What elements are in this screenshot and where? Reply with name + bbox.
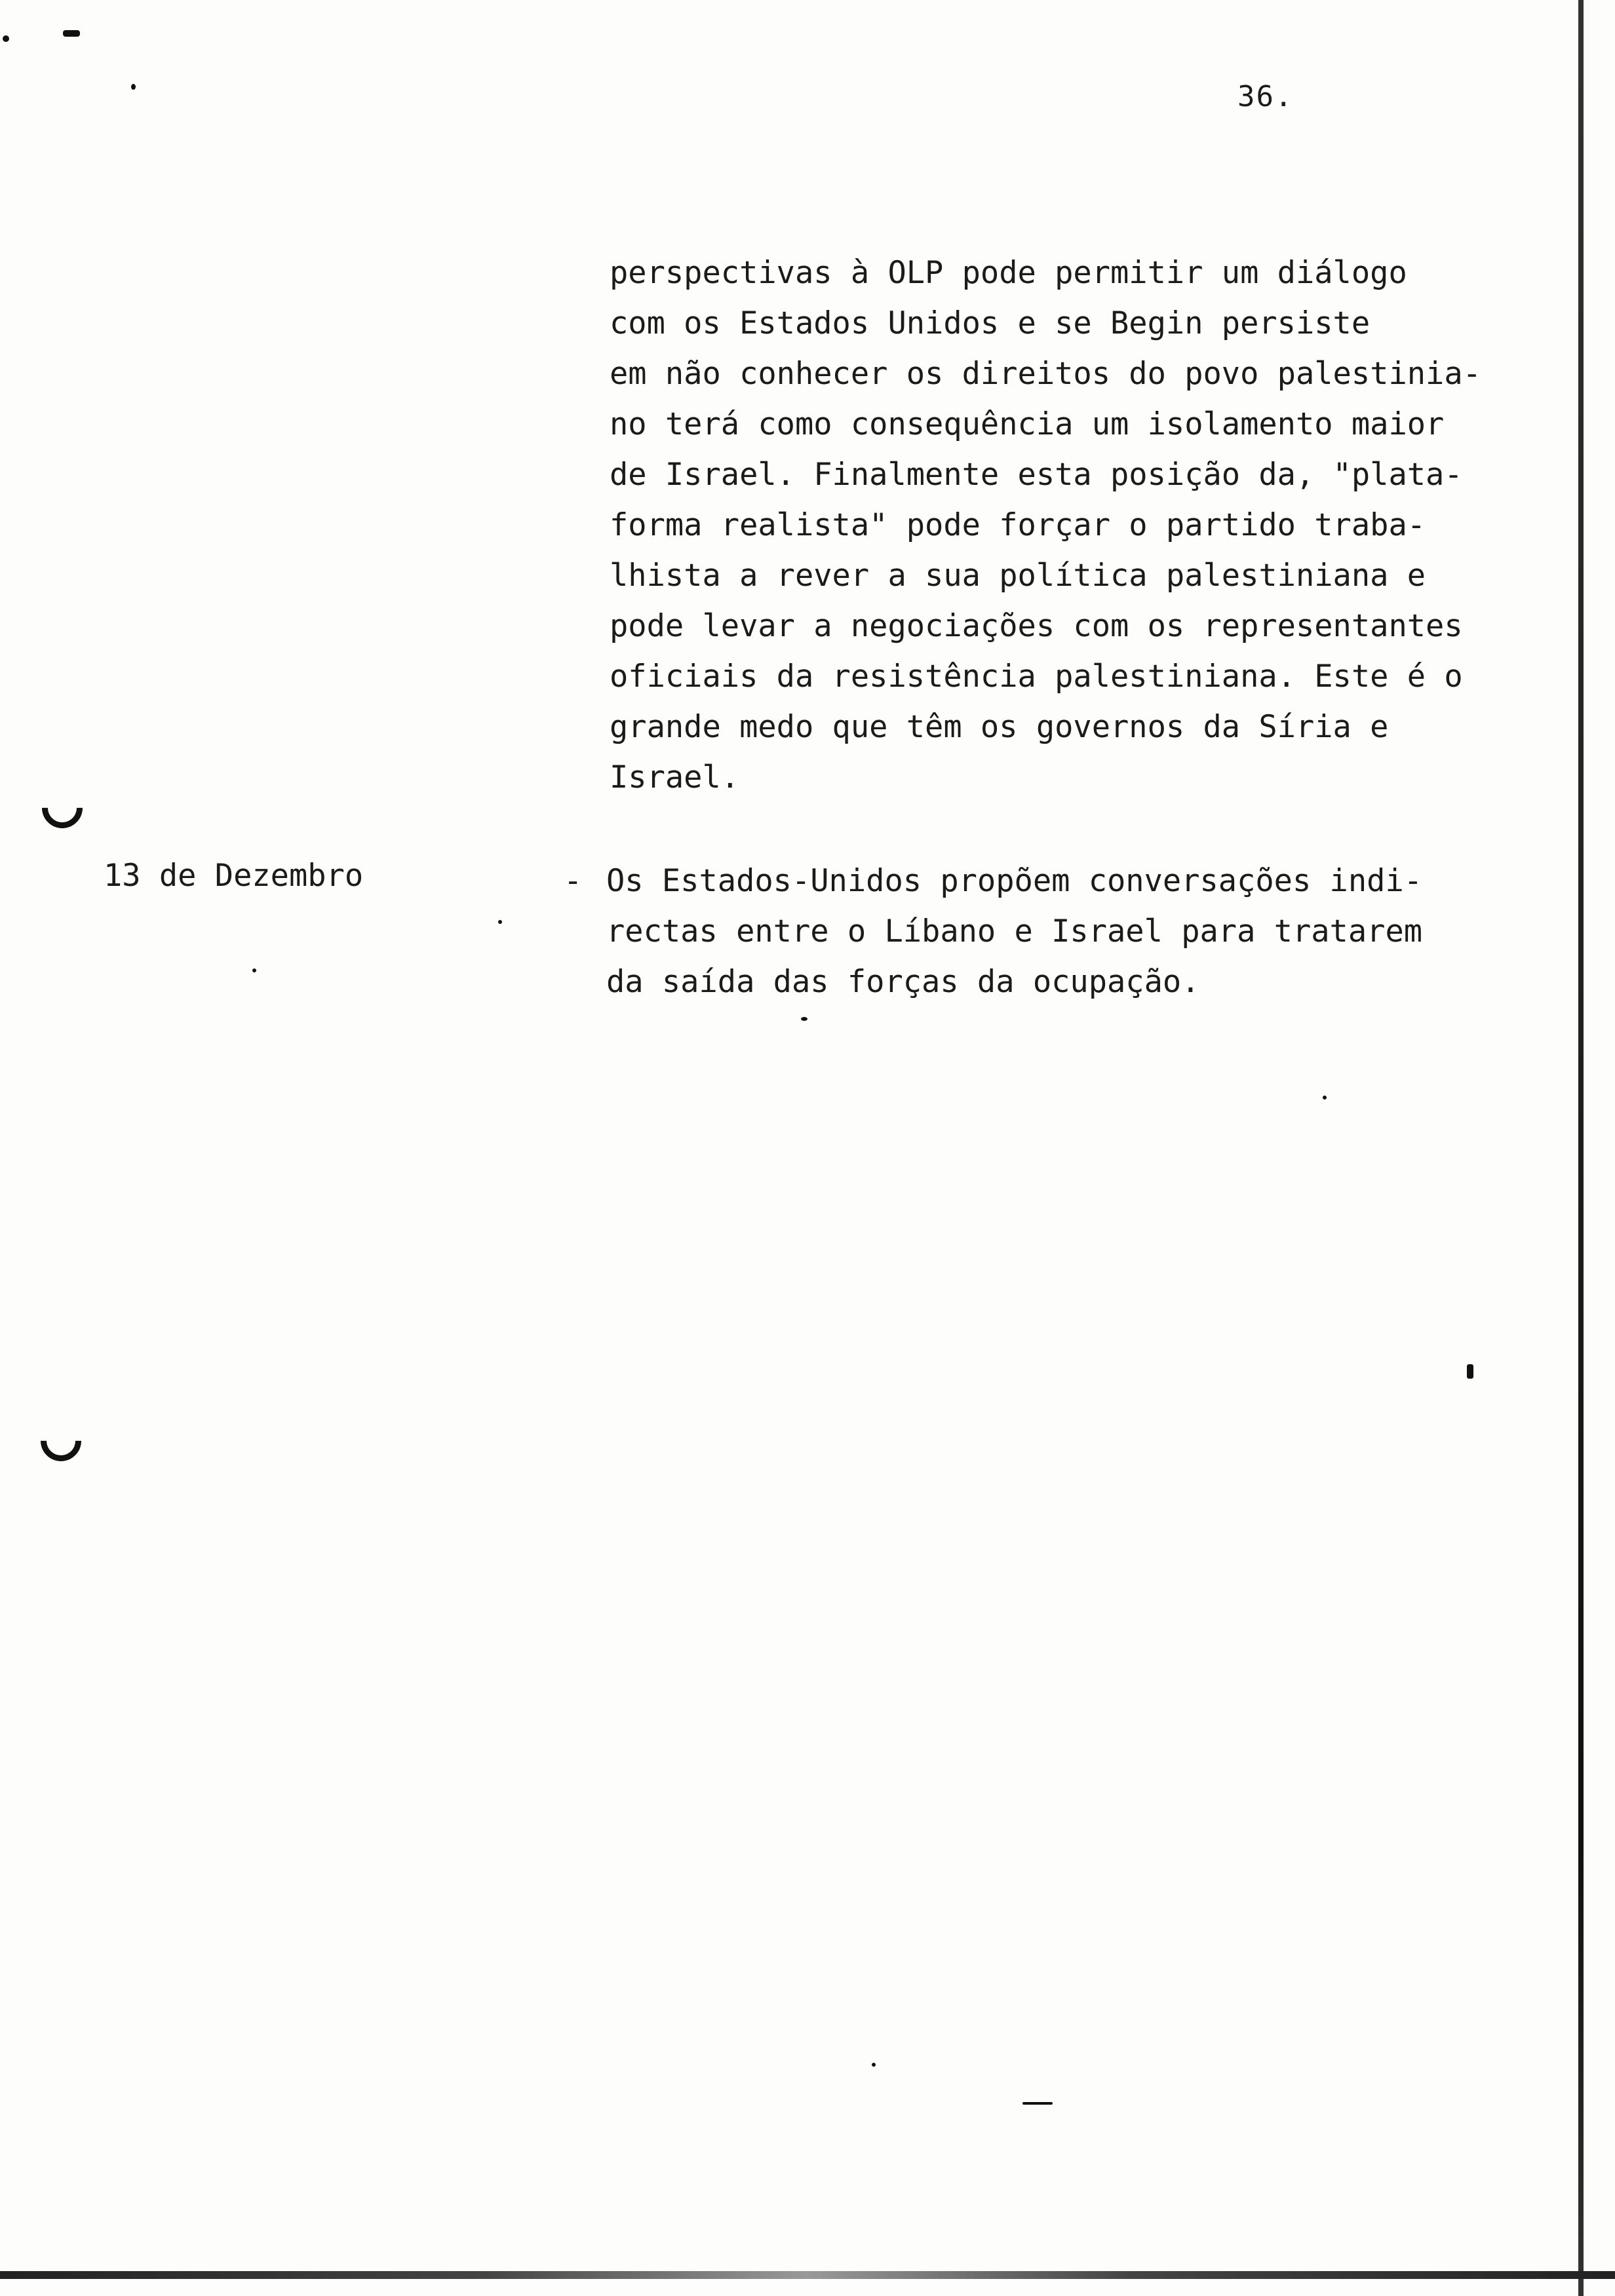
paragraph-line: com os Estados Unidos e se Begin persiste: [610, 305, 1371, 341]
page-number: 36.: [1237, 80, 1294, 113]
paragraph-line: lhista a rever a sua política palestiniana e: [610, 558, 1426, 594]
scan-speck: [63, 30, 80, 37]
entry-line: da saída das forças da ocupação.: [606, 964, 1200, 1000]
paragraph-line: perspectivas à OLP pode permitir um diálogo: [610, 255, 1407, 291]
scan-speck: [872, 2063, 876, 2067]
body-paragraph: [610, 248, 1553, 803]
paragraph-line: de Israel. Finalmente esta posição da, "plata-: [610, 457, 1463, 493]
scan-speck: [801, 1017, 808, 1021]
punch-hole-mark: [32, 1412, 90, 1470]
scan-bottom-edge: [0, 2271, 1615, 2279]
paragraph-line: em não conhecer os direitos do povo palestinia-: [610, 356, 1481, 392]
paragraph-line: Israel.: [610, 759, 740, 795]
paragraph-line: grande medo que têm os governos da Síria e: [610, 709, 1389, 745]
scan-speck: [498, 920, 502, 924]
scan-speck: [1323, 1096, 1327, 1100]
entry-line: rectas entre o Líbano e Israel para tratarem: [606, 913, 1423, 949]
entry-text: [606, 856, 1550, 1007]
paragraph-line: pode levar a negociações com os representantes: [610, 608, 1463, 644]
paragraph-line: oficiais da resistência palestiniana. Este é o: [610, 659, 1463, 695]
scan-speck: [1467, 1364, 1473, 1379]
paragraph-line: no terá como consequência um isolamento maior: [610, 406, 1445, 442]
scan-speck: [252, 968, 256, 972]
scan-speck: [1022, 2102, 1053, 2105]
scan-right-edge: [1578, 0, 1584, 2296]
entry-dash: -: [564, 863, 583, 899]
entry-line: Os Estados-Unidos propõem conversações indi-: [606, 863, 1423, 899]
scan-speck: [131, 84, 136, 90]
scan-speck: [3, 35, 9, 42]
punch-hole-mark: [33, 779, 91, 837]
paragraph-line: forma realista" pode forçar o partido traba-: [610, 507, 1426, 543]
entry-date: 13 de Dezembro: [104, 858, 364, 894]
